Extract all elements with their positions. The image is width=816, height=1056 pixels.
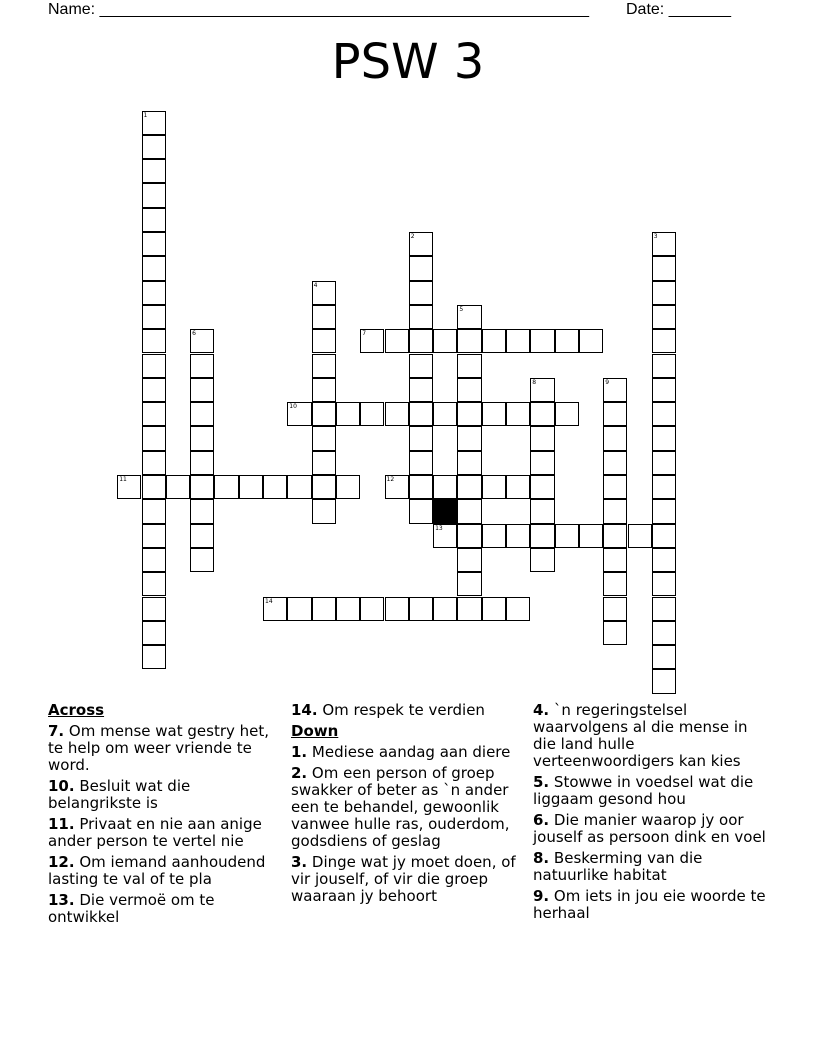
clue-number: 14 (265, 597, 273, 605)
grid-cell[interactable] (530, 378, 554, 402)
grid-cell[interactable] (312, 499, 336, 523)
grid-cell[interactable] (603, 499, 627, 523)
grid-cell[interactable] (312, 402, 336, 426)
grid-cell[interactable] (190, 451, 214, 475)
grid-cell[interactable] (652, 645, 676, 669)
clue-number: 4 (313, 281, 318, 289)
grid-cell[interactable] (142, 597, 166, 621)
grid-cell[interactable] (652, 499, 676, 523)
grid-cell[interactable] (555, 402, 579, 426)
grid-cell[interactable] (142, 621, 166, 645)
grid-cell[interactable] (482, 524, 506, 548)
across-clue-14: 14. Om respek te verdien (291, 701, 485, 719)
across-clue-7: 7. Om mense wat gestry het, te help om weer vriende te word. (48, 722, 270, 774)
grid-cell[interactable] (142, 329, 166, 353)
grid-cell[interactable] (652, 378, 676, 402)
clue-number: 1 (143, 111, 148, 119)
grid-cell[interactable] (603, 475, 627, 499)
grid-cell[interactable] (142, 159, 166, 183)
grid-cell[interactable] (312, 378, 336, 402)
grid-cell[interactable] (312, 451, 336, 475)
grid-cell[interactable] (603, 572, 627, 596)
grid-cell[interactable] (239, 475, 263, 499)
grid-cell[interactable] (336, 475, 360, 499)
grid-cell[interactable] (482, 475, 506, 499)
grid-cell[interactable] (142, 426, 166, 450)
grid-cell[interactable] (142, 524, 166, 548)
across-clue-11: 11. Privaat en nie aan anige ander person te vertel nie (48, 815, 262, 850)
grid-cell[interactable] (214, 475, 238, 499)
down-clue-8: 8. Beskerming van die natuurlike habitat (533, 849, 703, 884)
grid-cell[interactable] (579, 329, 603, 353)
clue-number: 13 (435, 524, 443, 532)
grid-cell[interactable] (482, 329, 506, 353)
grid-cell[interactable] (652, 669, 676, 693)
grid-cell[interactable] (409, 305, 433, 329)
grid-cell[interactable] (603, 548, 627, 572)
grid-cell[interactable] (457, 524, 481, 548)
grid-cell[interactable] (530, 475, 554, 499)
grid-cell[interactable] (457, 451, 481, 475)
grid-cell[interactable] (652, 621, 676, 645)
grid-cell[interactable] (506, 402, 530, 426)
grid-cell[interactable] (457, 426, 481, 450)
black-cell (433, 499, 457, 523)
grid-cell[interactable] (409, 232, 433, 256)
across-clue-10: 10. Besluit wat die belangrikste is (48, 777, 191, 812)
grid-cell[interactable] (117, 475, 141, 499)
grid-cell[interactable] (263, 597, 287, 621)
grid-cell[interactable] (190, 329, 214, 353)
grid-cell[interactable] (433, 329, 457, 353)
grid-cell[interactable] (409, 475, 433, 499)
grid-cell[interactable] (142, 135, 166, 159)
date-line[interactable]: Date: _______ (626, 1, 731, 18)
grid-cell[interactable] (142, 183, 166, 207)
grid-cell[interactable] (457, 329, 481, 353)
grid-cell[interactable] (457, 305, 481, 329)
grid-cell[interactable] (360, 329, 384, 353)
page-title: PSW 3 (331, 34, 485, 90)
down-clue-4: 4. `n regeringstelsel waarvolgens al die mense in die land hulle verteenwoordigers kan kies (533, 701, 748, 770)
grid-cell[interactable] (409, 281, 433, 305)
clues-column-2 (291, 702, 527, 909)
across-clue-13: 13. Die vermoë om te ontwikkel (48, 891, 215, 926)
grid-cell[interactable] (142, 451, 166, 475)
grid-cell[interactable] (336, 402, 360, 426)
down-clue-3: 3. Dinge wat jy moet doen, of vir jouself, of vir die groep waaraan jy behoort (291, 853, 516, 905)
grid-cell[interactable] (385, 402, 409, 426)
grid-cell[interactable] (530, 426, 554, 450)
grid-cell[interactable] (457, 402, 481, 426)
grid-cell[interactable] (457, 354, 481, 378)
grid-cell[interactable] (360, 597, 384, 621)
grid-cell[interactable] (409, 354, 433, 378)
grid-cell[interactable] (652, 329, 676, 353)
grid-cell[interactable] (482, 597, 506, 621)
grid-cell[interactable] (190, 524, 214, 548)
grid-cell[interactable] (312, 475, 336, 499)
grid-cell[interactable] (530, 524, 554, 548)
grid-cell[interactable] (409, 329, 433, 353)
grid-cell[interactable] (506, 597, 530, 621)
across-heading: Across (48, 701, 105, 719)
grid-cell[interactable] (190, 475, 214, 499)
grid-cell[interactable] (142, 354, 166, 378)
grid-cell[interactable] (652, 451, 676, 475)
grid-cell[interactable] (312, 354, 336, 378)
grid-cell[interactable] (190, 426, 214, 450)
clues-column-1 (48, 702, 284, 930)
grid-cell[interactable] (652, 572, 676, 596)
down-heading: Down (291, 722, 339, 740)
grid-cell[interactable] (166, 475, 190, 499)
grid-cell[interactable] (409, 256, 433, 280)
grid-cell[interactable] (652, 232, 676, 256)
clue-number: 9 (605, 378, 610, 386)
grid-cell[interactable] (312, 597, 336, 621)
grid-cell[interactable] (603, 621, 627, 645)
grid-cell[interactable] (142, 378, 166, 402)
grid-cell[interactable] (652, 548, 676, 572)
grid-cell[interactable] (142, 281, 166, 305)
grid-cell[interactable] (506, 475, 530, 499)
grid-cell[interactable] (142, 475, 166, 499)
grid-cell[interactable] (457, 499, 481, 523)
clue-number: 7 (362, 330, 367, 338)
grid-cell[interactable] (603, 524, 627, 548)
grid-cell[interactable] (530, 402, 554, 426)
grid-cell[interactable] (603, 402, 627, 426)
grid-cell[interactable] (142, 305, 166, 329)
grid-cell[interactable] (652, 256, 676, 280)
grid-cell[interactable] (263, 475, 287, 499)
grid-cell[interactable] (555, 524, 579, 548)
grid-cell[interactable] (506, 524, 530, 548)
grid-cell[interactable] (457, 597, 481, 621)
grid-cell[interactable] (530, 548, 554, 572)
clue-number: 2 (410, 233, 415, 240)
grid-cell[interactable] (652, 426, 676, 450)
grid-cell[interactable] (652, 597, 676, 621)
grid-cell[interactable] (142, 645, 166, 669)
grid-cell[interactable] (142, 572, 166, 596)
grid-cell[interactable] (312, 281, 336, 305)
grid-cell[interactable] (603, 451, 627, 475)
clue-number: 10 (289, 403, 297, 411)
grid-cell[interactable] (142, 208, 166, 232)
grid-cell[interactable] (652, 475, 676, 499)
grid-cell[interactable] (530, 329, 554, 353)
grid-cell[interactable] (530, 499, 554, 523)
grid-cell[interactable] (190, 548, 214, 572)
grid-cell[interactable] (360, 402, 384, 426)
grid-cell[interactable] (409, 451, 433, 475)
grid-cell[interactable] (312, 426, 336, 450)
grid-cell[interactable] (190, 499, 214, 523)
grid-cell[interactable] (555, 329, 579, 353)
clue-number: 12 (386, 476, 395, 483)
grid-cell[interactable] (409, 402, 433, 426)
clue-number: 8 (532, 378, 537, 386)
grid-cell[interactable] (482, 402, 506, 426)
grid-cell[interactable] (385, 329, 409, 353)
grid-cell[interactable] (457, 548, 481, 572)
grid-cell[interactable] (312, 305, 336, 329)
grid-cell[interactable] (409, 597, 433, 621)
grid-cell[interactable] (190, 402, 214, 426)
grid-cell[interactable] (457, 378, 481, 402)
grid-cell[interactable] (287, 402, 311, 426)
grid-cell[interactable] (142, 548, 166, 572)
name-line[interactable]: Name: _______________________________________________________ (48, 1, 589, 18)
down-clue-2: 2. Om een person of groep swakker of beter as `n ander een te behandel, gewoonlik vanwee hulle ras, ouderdom, godsdiens of geslag (291, 764, 510, 850)
grid-cell[interactable] (142, 111, 166, 135)
grid-cell[interactable] (142, 232, 166, 256)
grid-cell[interactable] (457, 475, 481, 499)
grid-cell[interactable] (457, 572, 481, 596)
grid-cell[interactable] (603, 426, 627, 450)
grid-cell[interactable] (652, 305, 676, 329)
down-clue-5: 5. Stowwe in voedsel wat die liggaam gesond hou (533, 773, 754, 808)
grid-cell[interactable] (385, 597, 409, 621)
clue-number: 5 (459, 305, 464, 313)
grid-cell[interactable] (287, 597, 311, 621)
down-clue-6: 6. Die manier waarop jy oor jouself as persoon dink en voel (533, 811, 766, 846)
grid-cell[interactable] (579, 524, 603, 548)
down-clue-1: 1. Mediese aandag aan diere (291, 743, 511, 761)
grid-cell[interactable] (506, 329, 530, 353)
across-clue-12: 12. Om iemand aanhoudend lasting te val of te pla (48, 853, 266, 888)
grid-cell[interactable] (433, 597, 457, 621)
grid-cell[interactable] (628, 524, 652, 548)
grid-cell[interactable] (652, 524, 676, 548)
grid-cell[interactable] (190, 354, 214, 378)
grid-cell[interactable] (142, 256, 166, 280)
grid-cell[interactable] (530, 451, 554, 475)
grid-cell[interactable] (652, 281, 676, 305)
grid-cell[interactable] (336, 597, 360, 621)
grid-cell[interactable] (409, 378, 433, 402)
grid-cell[interactable] (433, 524, 457, 548)
grid-cell[interactable] (433, 402, 457, 426)
down-clue-9: 9. Om iets in jou eie woorde te herhaal (533, 887, 766, 922)
grid-cell[interactable] (433, 475, 457, 499)
grid-cell[interactable] (142, 402, 166, 426)
grid-cell[interactable] (652, 354, 676, 378)
grid-cell[interactable] (312, 329, 336, 353)
grid-cell[interactable] (603, 378, 627, 402)
grid-cell[interactable] (409, 426, 433, 450)
grid-cell[interactable] (652, 402, 676, 426)
clue-number: 6 (192, 330, 196, 338)
grid-cell[interactable] (190, 378, 214, 402)
grid-cell[interactable] (603, 597, 627, 621)
clue-number: 11 (119, 476, 127, 483)
grid-cell[interactable] (142, 499, 166, 523)
grid-cell[interactable] (385, 475, 409, 499)
clue-number: 3 (653, 233, 658, 240)
grid-cell[interactable] (409, 499, 433, 523)
grid-cell[interactable] (287, 475, 311, 499)
clues-column-3 (533, 702, 773, 926)
